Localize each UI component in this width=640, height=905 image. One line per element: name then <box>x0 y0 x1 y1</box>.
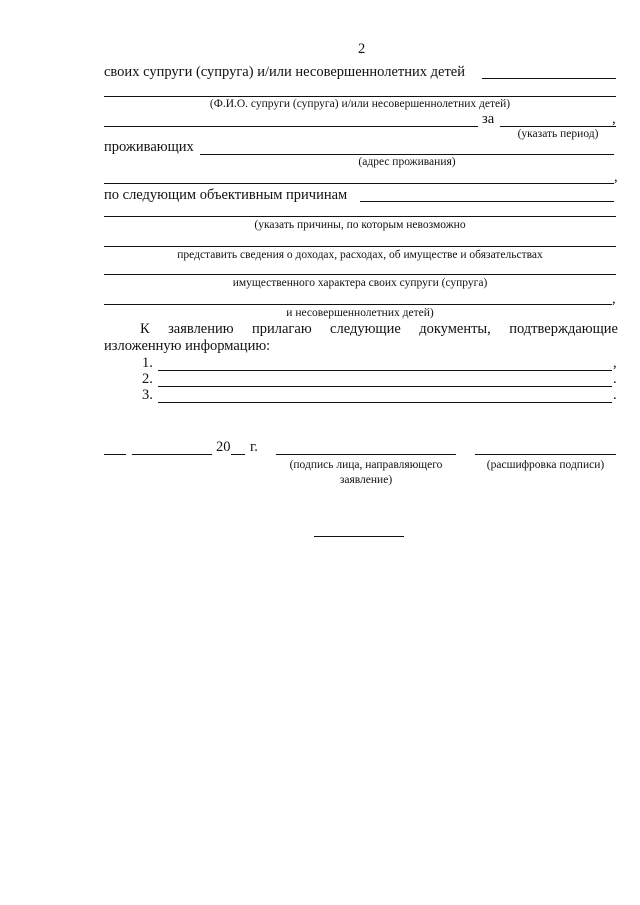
year-suffix: г. <box>250 439 258 455</box>
reasons-hint-2: представить сведения о доходах, расходах, об имуществе и обязательствах <box>177 249 543 261</box>
reasons-text: по следующим объективным причинам <box>104 187 348 203</box>
reasons-hint-1: (указать причины, по которым невозможно <box>254 219 466 231</box>
attachment-line-2 <box>158 386 612 387</box>
reasons-line-3 <box>104 246 616 247</box>
attachments-intro-2: изложенную информацию: <box>104 338 271 354</box>
attachment-end-2: . <box>613 371 617 387</box>
attachment-num-1: 1. <box>142 355 153 371</box>
attachment-line-3 <box>158 402 612 403</box>
attachment-line-1 <box>158 370 612 371</box>
reasons-hint-3: имущественного характера своих супруги (супруга) <box>232 277 488 289</box>
attachment-num-2: 2. <box>142 371 153 387</box>
date-day-line <box>104 454 126 455</box>
living-text: проживающих <box>104 139 194 155</box>
signature-line <box>276 454 456 455</box>
za-text: за <box>482 111 495 127</box>
decode-line <box>475 454 616 455</box>
reasons-hint-4: и несовершеннолетних детей) <box>286 307 434 319</box>
spouse-children-text: своих супруги (супруга) и/или несовершеннолетних детей <box>104 64 465 80</box>
income-line <box>104 126 478 127</box>
reasons-comma: , <box>612 291 616 307</box>
signature-hint-2: заявление) <box>339 474 393 486</box>
attachments-intro: К заявлению прилагаю следующие документы, подтверждающие <box>140 321 618 337</box>
reasons-line-1 <box>360 201 614 202</box>
fio-line-1 <box>482 78 616 79</box>
address-hint: (адрес проживания) <box>358 156 456 168</box>
year-prefix: 20 <box>216 439 231 455</box>
attachment-end-3: . <box>613 387 617 403</box>
year-line <box>231 454 245 455</box>
attachment-num-3: 3. <box>142 387 153 403</box>
reasons-line-2 <box>104 216 616 217</box>
signature-hint-1: (подпись лица, направляющего <box>289 459 443 471</box>
reasons-line-5 <box>104 304 612 305</box>
reasons-line-4 <box>104 274 616 275</box>
page-number: 2 <box>358 41 366 57</box>
decode-hint: (расшифровка подписи) <box>486 459 605 471</box>
period-comma: , <box>612 111 616 127</box>
address-line-2 <box>104 183 614 184</box>
date-month-line <box>132 454 212 455</box>
fio-hint: (Ф.И.О. супруги (супруга) и/или несовершеннолетних детей) <box>209 98 511 110</box>
attachment-end-1: , <box>613 355 617 371</box>
address-comma: , <box>614 169 618 185</box>
end-separator <box>314 536 404 537</box>
period-hint: (указать период) <box>517 128 599 140</box>
